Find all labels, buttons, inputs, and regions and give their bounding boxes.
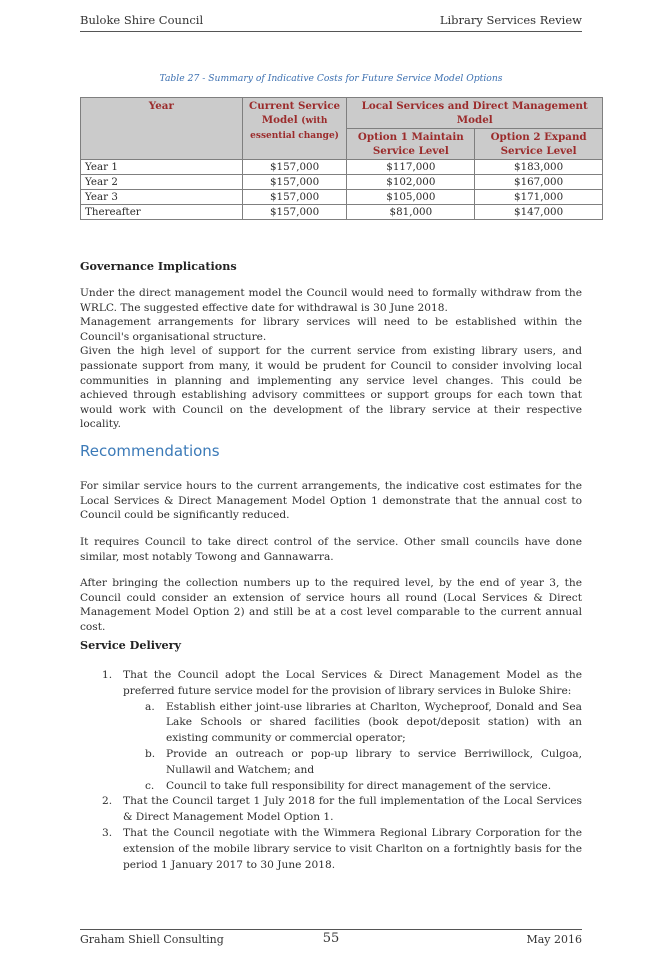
- governance-paragraph: Under the direct management model the Council would need to formally withdraw from the WRLC. The suggested effective date for withdrawal is 30 June 2018.: [80, 287, 582, 314]
- cost-summary-table: [80, 97, 603, 220]
- col-header-option-1: Option 1 Maintain Service Level: [347, 129, 475, 160]
- page-footer: [80, 929, 582, 948]
- cell-current: $157,000: [242, 205, 347, 220]
- governance-heading: Governance Implications: [80, 259, 237, 273]
- governance-paragraph: Given the high level of support for the current service from existing library users, and passionate support from many, it would be prudent for Council to consider involving local communities in planning and implementing any service level changes. This could be achieved through establishing advisory committees or support groups for each town that would work with Council on the development of the library service at their respective locality.: [80, 345, 582, 431]
- sub-item-letter: b.: [145, 747, 156, 760]
- sub-item-letter: a.: [145, 700, 155, 713]
- table-row: [81, 160, 603, 175]
- cell-option-1: $102,000: [347, 175, 475, 190]
- cell-option-2: $147,000: [475, 205, 603, 220]
- page-header: [80, 13, 582, 32]
- list-item-number: 3.: [102, 826, 113, 839]
- recommendations-heading: Recommendations: [80, 442, 220, 460]
- recommendations-paragraph: After bringing the collection numbers up to the required level, by the end of year 3, the Council could consider an extension of service hours all round (Local Services & Direct Management Model Option 2) and still be at a cost level comparable to the current annual cost.: [80, 577, 582, 633]
- col-group-header-local-services: Local Services and Direct Management Model: [347, 98, 603, 129]
- footer-author: Graham Shiell Consulting: [80, 933, 224, 946]
- sub-list: [123, 700, 582, 795]
- sub-item-text: Council to take full responsibility for direct management of the service.: [166, 779, 552, 792]
- cell-year: Year 2: [81, 175, 243, 190]
- governance-body: [80, 286, 582, 432]
- cell-option-2: $171,000: [475, 190, 603, 205]
- sub-list-item: [123, 747, 582, 779]
- list-item: [80, 668, 582, 794]
- cell-year: Year 1: [81, 160, 243, 175]
- list-item: [80, 794, 582, 826]
- list-item: [80, 826, 582, 873]
- governance-paragraph: Management arrangements for library services will need to be established within the Council's organisational structure.: [80, 316, 582, 343]
- header-report-title: Library Services Review: [439, 13, 582, 27]
- cell-year: Year 3: [81, 190, 243, 205]
- recommendations-paragraph: For similar service hours to the current arrangements, the indicative cost estimates for the Local Services & Direct Management Model Option 1 demonstrate that the annual cost to Council could be significantly reduced.: [80, 480, 582, 522]
- list-item-text: That the Council adopt the Local Services & Direct Management Model as the preferred future service model for the provision of library services in Buloke Shire:: [123, 669, 582, 697]
- list-item-number: 1.: [102, 669, 113, 681]
- col-header-option-2: Option 2 Expand Service Level: [475, 129, 603, 160]
- list-item-text: That the Council target 1 July 2018 for the full implementation of the Local Services & Direct Management Model Option 1.: [123, 795, 582, 824]
- table-row: [81, 175, 603, 190]
- sub-list-item: [123, 779, 582, 795]
- table-caption: Table 27 - Summary of Indicative Costs for Future Service Model Options: [159, 73, 503, 84]
- table-row: [81, 190, 603, 205]
- page-number: 55: [322, 931, 340, 946]
- service-delivery-heading: Service Delivery: [80, 638, 181, 652]
- current-model-note: (with essential change): [250, 116, 339, 141]
- cell-option-1: $117,000: [347, 160, 475, 175]
- header-organisation: Buloke Shire Council: [80, 13, 204, 27]
- cell-year: Thereafter: [81, 205, 243, 220]
- cell-option-1: $105,000: [347, 190, 475, 205]
- cell-current: $157,000: [242, 160, 347, 175]
- table-row: [81, 205, 603, 220]
- recommendations-paragraph: It requires Council to take direct control of the service. Other small councils have done similar, most notably Towong and Gannawarra.: [80, 536, 582, 563]
- col-header-current-model: [242, 98, 347, 160]
- service-delivery-list: [80, 668, 582, 873]
- list-item-text: That the Council negotiate with the Wimmera Regional Library Corporation for the extension of the mobile library service to visit Charlton on a fortnightly basis for the period 1 January 2017 to 30 June 2018.: [123, 826, 582, 871]
- cell-current: $157,000: [242, 175, 347, 190]
- list-item-number: 2.: [102, 795, 113, 808]
- col-header-year: Year: [81, 98, 243, 160]
- cell-option-2: $183,000: [475, 160, 603, 175]
- cell-current: $157,000: [242, 190, 347, 205]
- sub-list-item: [123, 700, 582, 747]
- sub-item-text: Establish either joint-use libraries at Charlton, Wycheproof, Donald and Sea Lake Schools or shared facilities (book depot/deposit station) with an existing community or commercial operator;: [166, 700, 582, 745]
- cell-option-1: $81,000: [347, 205, 475, 220]
- footer-date: May 2016: [526, 933, 582, 946]
- sub-item-letter: c.: [145, 779, 155, 792]
- current-model-label: Current Service Model: [249, 100, 341, 126]
- sub-item-text: Provide an outreach or pop-up library to service Berriwillock, Culgoa, Nullawil and Watchem; and: [166, 747, 582, 776]
- cell-option-2: $167,000: [475, 175, 603, 190]
